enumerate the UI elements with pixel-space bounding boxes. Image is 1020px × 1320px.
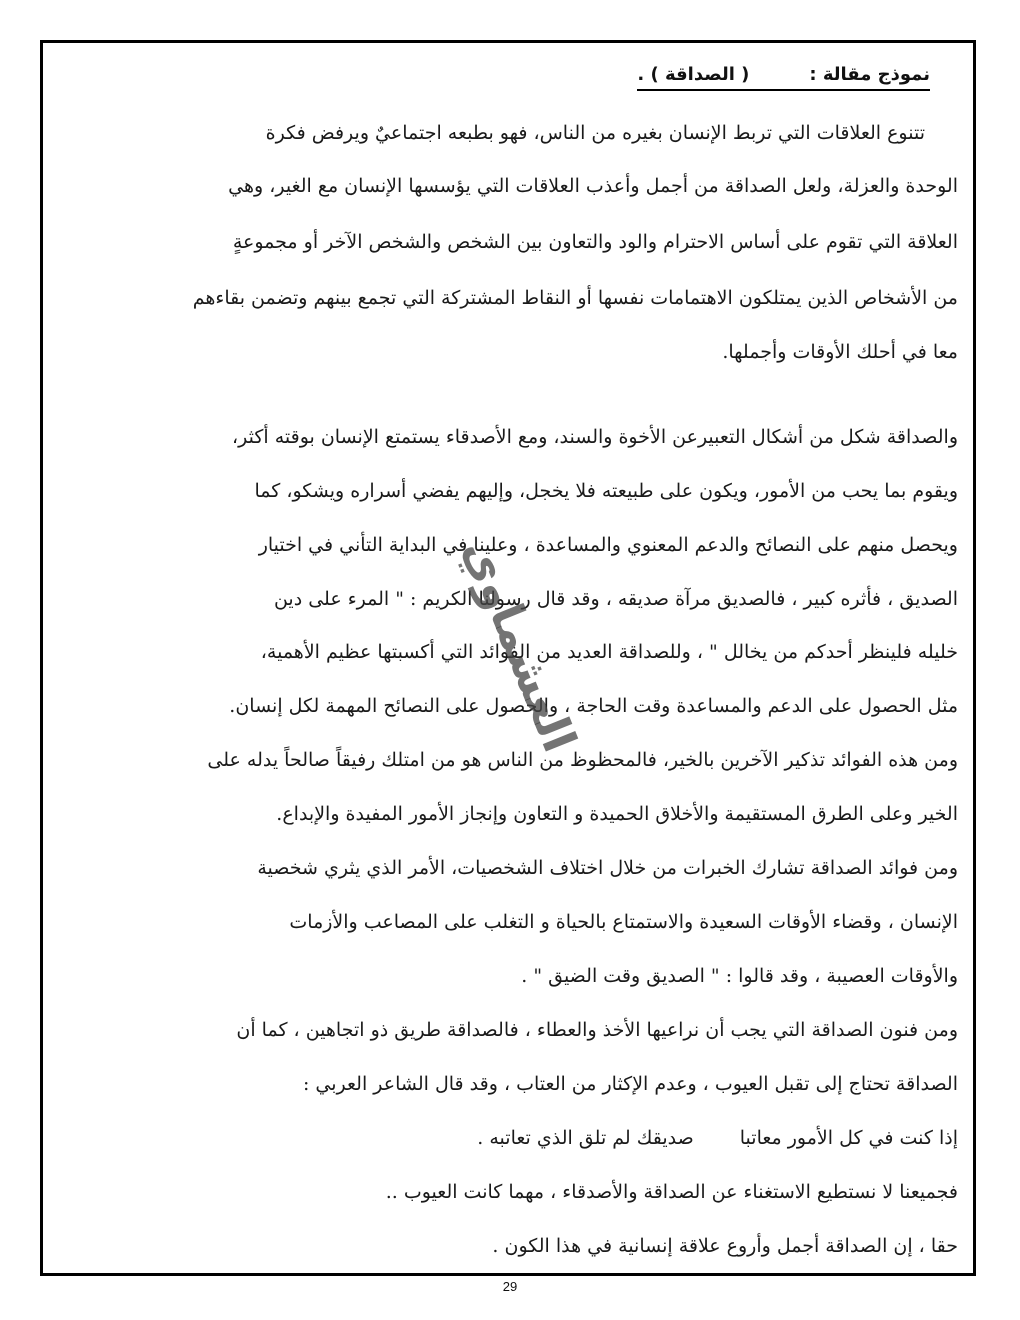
paragraph-line: من الأشخاص الذين يمتلكون الاهتمامات نفسها أو النقاط المشتركة التي تجمع بينهم وتضمن بقاءهم <box>192 287 958 309</box>
closing-line: حقا ، إن الصداقة أجمل وأروع علاقة إنسانية في هذا الكون . <box>492 1235 958 1257</box>
paragraph-line: مثل الحصول على الدعم والمساعدة وقت الحاجة ، والحصول على النصائح المهمة لكل إنسان. <box>229 695 958 717</box>
verse-first-hemistich: إذا كنت في كل الأمور معاتبا <box>739 1127 958 1149</box>
paragraph-line: تتنوع العلاقات التي تربط الإنسان بغيره من الناس، فهو بطبعه اجتماعيٌ ويرفض فكرة <box>265 122 925 144</box>
paragraph-line: معا في أحلك الأوقات وأجملها. <box>722 341 958 363</box>
paragraph-line: ويحصل منهم على النصائح والدعم المعنوي والمساعدة ، وعلينا في البداية التأني في اختيار <box>258 534 958 556</box>
paragraph-line: ويقوم بما يحب من الأمور، ويكون على طبيعته فلا يخجل، وإليهم يفضي أسراره ويشكو، كما <box>254 480 958 502</box>
paragraph-line: العلاقة التي تقوم على أساس الاحترام والود والتعاون بين الشخص والشخص الآخر أو مجموعةٍ <box>232 231 958 253</box>
page-number: 29 <box>502 1279 518 1294</box>
paragraph-line: والأوقات العصيبة ، وقد قالوا : " الصديق وقت الضيق " . <box>521 965 958 987</box>
paragraph-line: خليله فلينظر أحدكم من يخالل " ، وللصداقة العديد من الفوائد التي أكسبتها عظيم الأهمية، <box>260 641 958 663</box>
paragraph-line: الخير وعلى الطرق المستقيمة والأخلاق الحميدة و التعاون وإنجاز الأمور المفيدة والإبداع. <box>276 803 958 825</box>
paragraph-line: الإنسان ، وقضاء الأوقات السعيدة والاستمتاع بالحياة و التغلب على المصاعب والأزمات <box>289 911 958 933</box>
closing-line: فجميعنا لا نستطيع الاستغناء عن الصداقة والأصدقاء ، مهما كانت العيوب .. <box>385 1181 958 1203</box>
author-watermark: العشماوي <box>452 530 588 760</box>
paragraph-line: ومن فوائد الصداقة تشارك الخبرات من خلال اختلاف الشخصيات، الأمر الذي يثري شخصية <box>257 857 958 879</box>
paragraph-line: ومن فنون الصداقة التي يجب أن نراعيها الأخذ والعطاء ، فالصداقة طريق ذو اتجاهين ، كما أن <box>236 1019 958 1041</box>
poetry-verse <box>477 1123 958 1153</box>
title-topic: ( الصداقة ) . <box>637 64 750 85</box>
article-title <box>637 62 930 91</box>
paragraph-line: الوحدة والعزلة، ولعل الصداقة من أجمل وأعذب العلاقات التي يؤسسها الإنسان مع الغير، وهي <box>228 175 958 197</box>
paragraph-line: الصديق ، فأثره كبير ، فالصديق مرآة صديقه ، وقد قال رسولنا الكريم : " المرء على دين <box>273 588 958 610</box>
paragraph-line: ومن هذه الفوائد تذكير الآخرين بالخير، فالمحظوظ من الناس هو من امتلك رفيقاً صالحاً يدله على <box>207 749 958 771</box>
title-label: نموذج مقالة : <box>809 64 930 85</box>
paragraph-line: والصداقة شكل من أشكال التعبيرعن الأخوة والسند، ومع الأصدقاء يستمتع الإنسان بوقته أكثر، <box>232 426 958 448</box>
paragraph-line: الصداقة تحتاج إلى تقبل العيوب ، وعدم الإكثار من العتاب ، وقد قال الشاعر العربي : <box>302 1073 958 1095</box>
verse-second-hemistich: صديقك لم تلق الذي تعاتبه . <box>477 1127 694 1149</box>
